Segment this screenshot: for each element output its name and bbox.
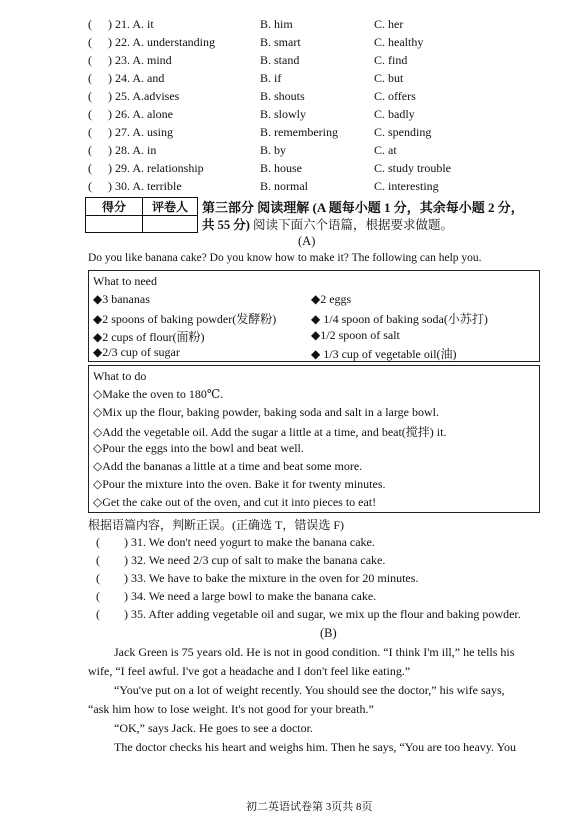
section-title-line2 xyxy=(202,215,453,233)
passage-b-line: “You've put on a lot of weight recently. You should see the doctor,” his wife says, xyxy=(114,683,505,697)
answer-blank[interactable]: ( xyxy=(88,17,92,31)
choice-row xyxy=(88,89,548,107)
choice-a: ) 21. A. it xyxy=(108,17,154,31)
choice-c: C. her xyxy=(374,17,404,31)
choice-c: C. spending xyxy=(374,125,432,139)
choice-a: ) 30. A. terrible xyxy=(108,179,182,193)
choice-row xyxy=(88,17,548,35)
choice-b: B. remembering xyxy=(260,125,338,139)
choice-a: ) 24. A. and xyxy=(108,71,165,85)
ingredient-item: ◆1/2 spoon of salt xyxy=(311,328,400,342)
step-item: ◇Add the vegetable oil. Add the sugar a little at a time, and beat(搅拌) it. xyxy=(93,425,447,439)
choice-a: ) 27. A. using xyxy=(108,125,174,139)
choice-a: ) 23. A. mind xyxy=(108,53,172,67)
choice-c: C. study trouble xyxy=(374,161,451,175)
choice-a: ) 25. A.advises xyxy=(108,89,180,103)
choice-row xyxy=(88,35,548,53)
ingredient-item: ◆2 cups of flour(面粉) xyxy=(93,330,205,344)
choice-a: ) 26. A. alone xyxy=(108,107,173,121)
answer-blank[interactable]: ( xyxy=(88,143,92,157)
choice-c: C. but xyxy=(374,71,404,85)
answer-blank[interactable]: ( xyxy=(88,89,92,103)
ingredients-title: What to need xyxy=(93,274,157,288)
ingredient-item: ◆3 bananas xyxy=(93,292,150,306)
passage-b-line: “OK,” says Jack. He goes to see a doctor. xyxy=(114,721,313,735)
choice-a: ) 22. A. understanding xyxy=(108,35,215,49)
tf-instruction: 根据语篇内容，判断正误。(正确选 T，错误选 F) xyxy=(88,518,344,532)
choice-c: C. healthy xyxy=(374,35,424,49)
passage-a-label: (A) xyxy=(298,234,316,248)
tf-question-text: ) 33. We have to bake the mixture in the oven for 20 minutes. xyxy=(124,571,419,585)
section-instruction: 阅读下面六个语篇，根据要求做题。 xyxy=(253,218,454,232)
choice-b: B. normal xyxy=(260,179,308,193)
section-points: 共 55 分) xyxy=(202,218,250,232)
answer-blank[interactable]: ( xyxy=(88,53,92,67)
step-item: ◇Pour the mixture into the oven. Bake it for twenty minutes. xyxy=(93,477,386,491)
choice-c: C. at xyxy=(374,143,397,157)
choice-c: C. interesting xyxy=(374,179,439,193)
section-title: 第三部分 阅读理解 (A 题每小题 1 分，其余每小题 2 分， xyxy=(202,200,524,215)
choice-row xyxy=(88,179,548,197)
choice-b: B. slowly xyxy=(260,107,307,121)
score-label: 得分 xyxy=(86,198,143,216)
score-cell[interactable] xyxy=(86,216,143,233)
passage-b-line: The doctor checks his heart and weighs him. Then he says, “You are too heavy. You xyxy=(114,740,517,754)
choice-b: B. house xyxy=(260,161,302,175)
ingredient-item: ◆2 spoons of baking powder(发酵粉) xyxy=(93,312,277,326)
choice-b: B. stand xyxy=(260,53,300,67)
step-item: ◇Add the bananas a little at a time and beat some more. xyxy=(93,459,363,473)
choice-b: B. him xyxy=(260,17,293,31)
answer-blank[interactable]: ( xyxy=(96,589,100,603)
answer-blank[interactable]: ( xyxy=(96,535,100,549)
answer-blank[interactable]: ( xyxy=(88,107,92,121)
choice-row xyxy=(88,161,548,179)
score-table xyxy=(85,197,198,233)
choice-b: B. if xyxy=(260,71,282,85)
choice-b: B. shouts xyxy=(260,89,305,103)
answer-blank[interactable]: ( xyxy=(96,571,100,585)
tf-question-text: ) 32. We need 2/3 cup of salt to make the banana cake. xyxy=(124,553,386,567)
choice-row xyxy=(88,107,548,125)
marker-cell[interactable] xyxy=(143,216,198,233)
tf-question-text: ) 35. After adding vegetable oil and sugar, we mix up the flour and baking powder. xyxy=(124,607,521,621)
choice-a: ) 28. A. in xyxy=(108,143,157,157)
page-footer: 初二英语试卷第 3页共 8页 xyxy=(246,801,373,813)
answer-blank[interactable]: ( xyxy=(96,553,100,567)
step-item: ◇Mix up the flour, baking powder, baking soda and salt in a large bowl. xyxy=(93,405,439,419)
tf-question-text: ) 31. We don't need yogurt to make the banana cake. xyxy=(124,535,375,549)
choice-c: C. find xyxy=(374,53,408,67)
answer-blank[interactable]: ( xyxy=(96,607,100,621)
ingredients-box xyxy=(88,270,540,362)
ingredient-item: ◆2 eggs xyxy=(311,292,352,306)
passage-a-intro: Do you like banana cake? Do you know how to make it? The following can help you. xyxy=(88,252,482,264)
step-item: ◇Get the cake out of the oven, and cut it into pieces to eat! xyxy=(93,495,377,509)
ingredient-item: ◆ 1/4 spoon of baking soda(小苏打) xyxy=(311,312,488,326)
step-item: ◇Make the oven to 180℃. xyxy=(93,387,224,401)
ingredient-item: ◆2/3 cup of sugar xyxy=(93,345,180,359)
ingredient-item: ◆ 1/3 cup of vegetable oil(油) xyxy=(311,347,457,361)
answer-blank[interactable]: ( xyxy=(88,125,92,139)
marker-label: 评卷人 xyxy=(143,198,198,216)
passage-b-line: wife, “I feel awful. I've got a headache and I don't feel like eating.” xyxy=(88,664,411,678)
choice-row xyxy=(88,53,548,71)
tf-question-text: ) 34. We need a large bowl to make the banana cake. xyxy=(124,589,377,603)
step-item: ◇Pour the eggs into the bowl and beat well. xyxy=(93,441,304,455)
choice-b: B. smart xyxy=(260,35,301,49)
passage-b-line: “ask him how to lose weight. It's not good for your breath.” xyxy=(88,702,374,716)
choice-c: C. badly xyxy=(374,107,415,121)
choice-row xyxy=(88,143,548,161)
answer-blank[interactable]: ( xyxy=(88,35,92,49)
choice-row xyxy=(88,125,548,143)
choice-b: B. by xyxy=(260,143,287,157)
choice-c: C. offers xyxy=(374,89,416,103)
passage-b-label: (B) xyxy=(320,626,337,640)
steps-title: What to do xyxy=(93,369,147,383)
choice-a: ) 29. A. relationship xyxy=(108,161,204,175)
passage-b-line: Jack Green is 75 years old. He is not in good condition. “I think I'm ill,” he tells his xyxy=(114,645,515,659)
answer-blank[interactable]: ( xyxy=(88,179,92,193)
answer-blank[interactable]: ( xyxy=(88,71,92,85)
choice-row xyxy=(88,71,548,89)
answer-blank[interactable]: ( xyxy=(88,161,92,175)
steps-box xyxy=(88,365,540,513)
